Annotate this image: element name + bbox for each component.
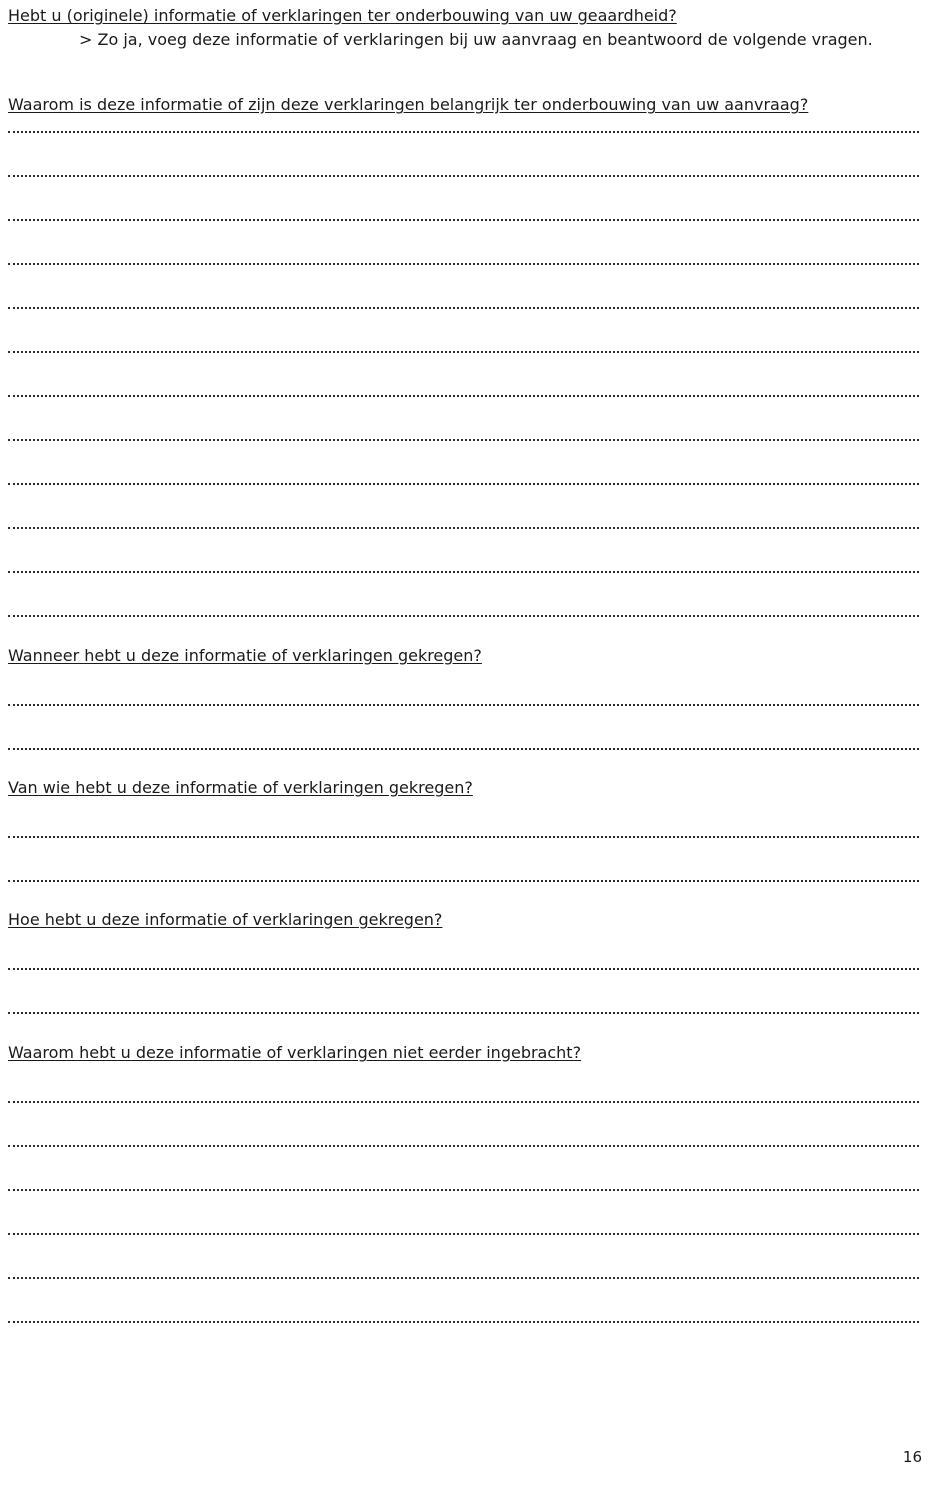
answer-line[interactable] <box>8 131 919 133</box>
answer-line[interactable] <box>8 307 919 309</box>
answer-line[interactable] <box>8 615 919 617</box>
answer-line[interactable] <box>8 1101 919 1103</box>
answer-line[interactable] <box>8 439 919 441</box>
answer-line[interactable] <box>8 1012 919 1014</box>
answer-line[interactable] <box>8 1145 919 1147</box>
answer-line[interactable] <box>8 836 919 838</box>
answer-line[interactable] <box>8 527 919 529</box>
answer-line[interactable] <box>8 748 919 750</box>
answer-line[interactable] <box>8 175 919 177</box>
answer-line[interactable] <box>8 1277 919 1279</box>
instruction-attach-information: > Zo ja, voeg deze informatie of verklaringen bij uw aanvraag en beantwoord de volgende vragen. <box>79 30 873 49</box>
answer-line[interactable] <box>8 219 919 221</box>
question-has-information: Hebt u (originele) informatie of verklaringen ter onderbouwing van uw geaardheid? <box>8 6 677 25</box>
answer-line[interactable] <box>8 1321 919 1323</box>
answer-line[interactable] <box>8 1233 919 1235</box>
answer-line[interactable] <box>8 704 919 706</box>
answer-line[interactable] <box>8 571 919 573</box>
answer-line[interactable] <box>8 968 919 970</box>
question-why-important: Waarom is deze informatie of zijn deze verklaringen belangrijk ter onderbouwing van uw aanvraag? <box>8 95 809 114</box>
answer-line[interactable] <box>8 395 919 397</box>
page-number: 16 <box>902 1448 922 1466</box>
answer-line[interactable] <box>8 351 919 353</box>
question-when-received: Wanneer hebt u deze informatie of verklaringen gekregen? <box>8 646 482 665</box>
answer-line[interactable] <box>8 263 919 265</box>
answer-line[interactable] <box>8 880 919 882</box>
question-why-not-earlier: Waarom hebt u deze informatie of verklaringen niet eerder ingebracht? <box>8 1043 582 1062</box>
question-how-received: Hoe hebt u deze informatie of verklaringen gekregen? <box>8 910 443 929</box>
question-from-whom: Van wie hebt u deze informatie of verklaringen gekregen? <box>8 778 473 797</box>
answer-line[interactable] <box>8 483 919 485</box>
answer-line[interactable] <box>8 1189 919 1191</box>
